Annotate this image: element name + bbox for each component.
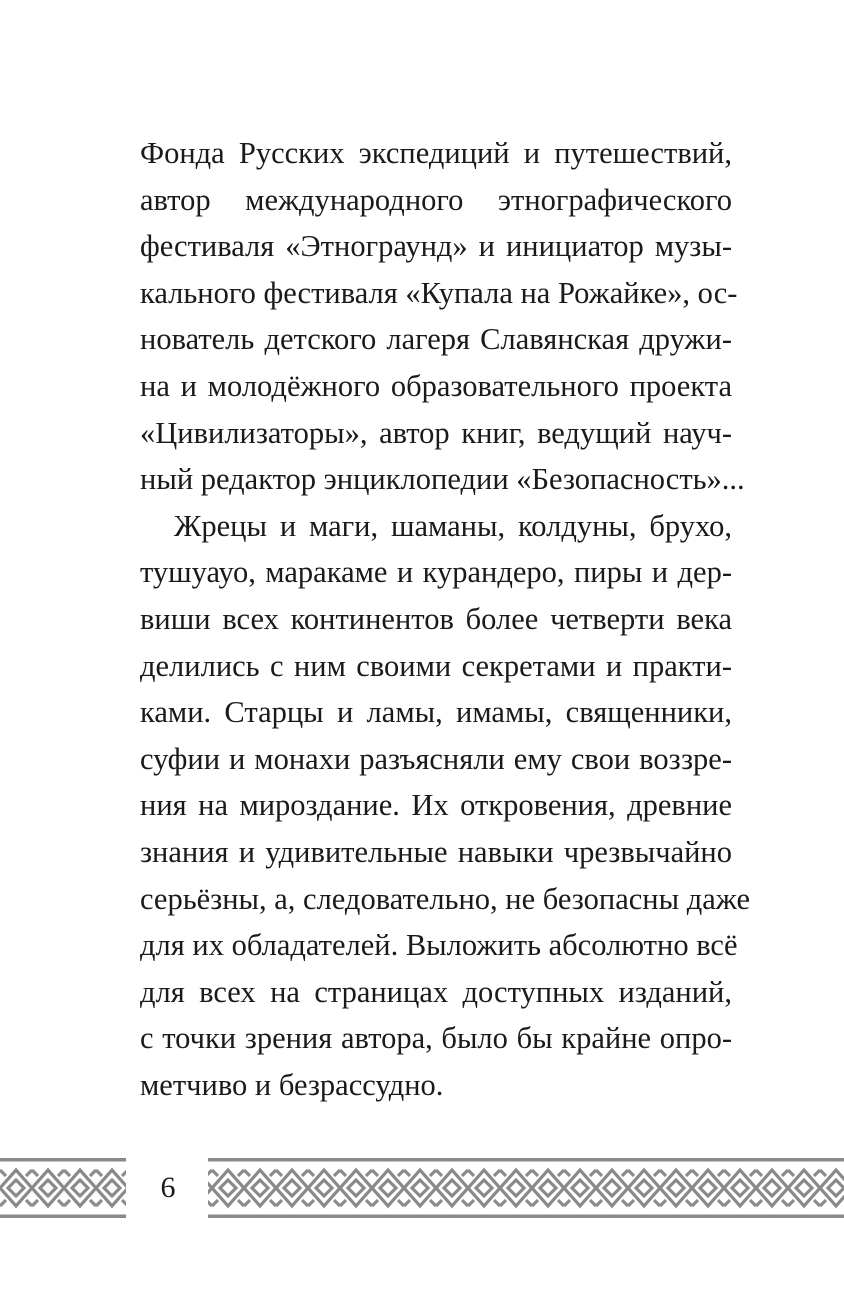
text-line: на и молодёжного образовательного проекта <box>140 368 732 403</box>
text-line: с точки зрения автора, было бы крайне опро- <box>140 1021 732 1056</box>
text-line: ния на мироздание. Их откровения, древние <box>140 788 732 823</box>
text-line: нователь детского лагеря Славянская дружи- <box>140 322 732 357</box>
text-line: фестиваля «Этнограунд» и инициатор музы- <box>140 229 732 264</box>
text-line: для всех на страницах доступных изданий, <box>140 974 732 1009</box>
text-line: тушуауо, маракаме и курандеро, пиры и дер- <box>140 555 732 590</box>
text-line: для их обладателей. Выложить абсолютно всё <box>140 928 738 963</box>
text-line: Жрецы и маги, шаманы, колдуны, брухо, <box>174 508 732 543</box>
body-text <box>140 130 750 1108</box>
footer-ornament-right <box>208 1156 844 1220</box>
text-line: виши всех континентов более четверти века <box>140 601 732 636</box>
text-line: суфии и монахи разъясняли ему свои воззре- <box>140 741 732 776</box>
text-line: знания и удивительные навыки чрезвычайно <box>140 834 732 869</box>
text-line: ками. Старцы и ламы, имамы, священники, <box>140 695 732 730</box>
text-line: кального фестиваля «Купала на Рожайке», ос- <box>140 275 738 310</box>
text-line: Фонда Русских экспедиций и путешествий, <box>140 136 732 170</box>
text-line: делились с ним своими секретами и практи- <box>140 648 732 683</box>
page-number: 6 <box>160 1171 176 1204</box>
text-line: ный редактор энциклопедии «Безопасность»... <box>140 462 745 497</box>
text-line: автор международного этнографического <box>140 182 732 217</box>
text-line: серьёзны, а, следовательно, не безопасны даже <box>140 881 750 916</box>
footer-ornament-left <box>0 1156 126 1220</box>
text-line: «Цивилизаторы», автор книг, ведущий науч- <box>140 415 732 450</box>
text-line: метчиво и безрассудно. <box>140 1067 444 1102</box>
